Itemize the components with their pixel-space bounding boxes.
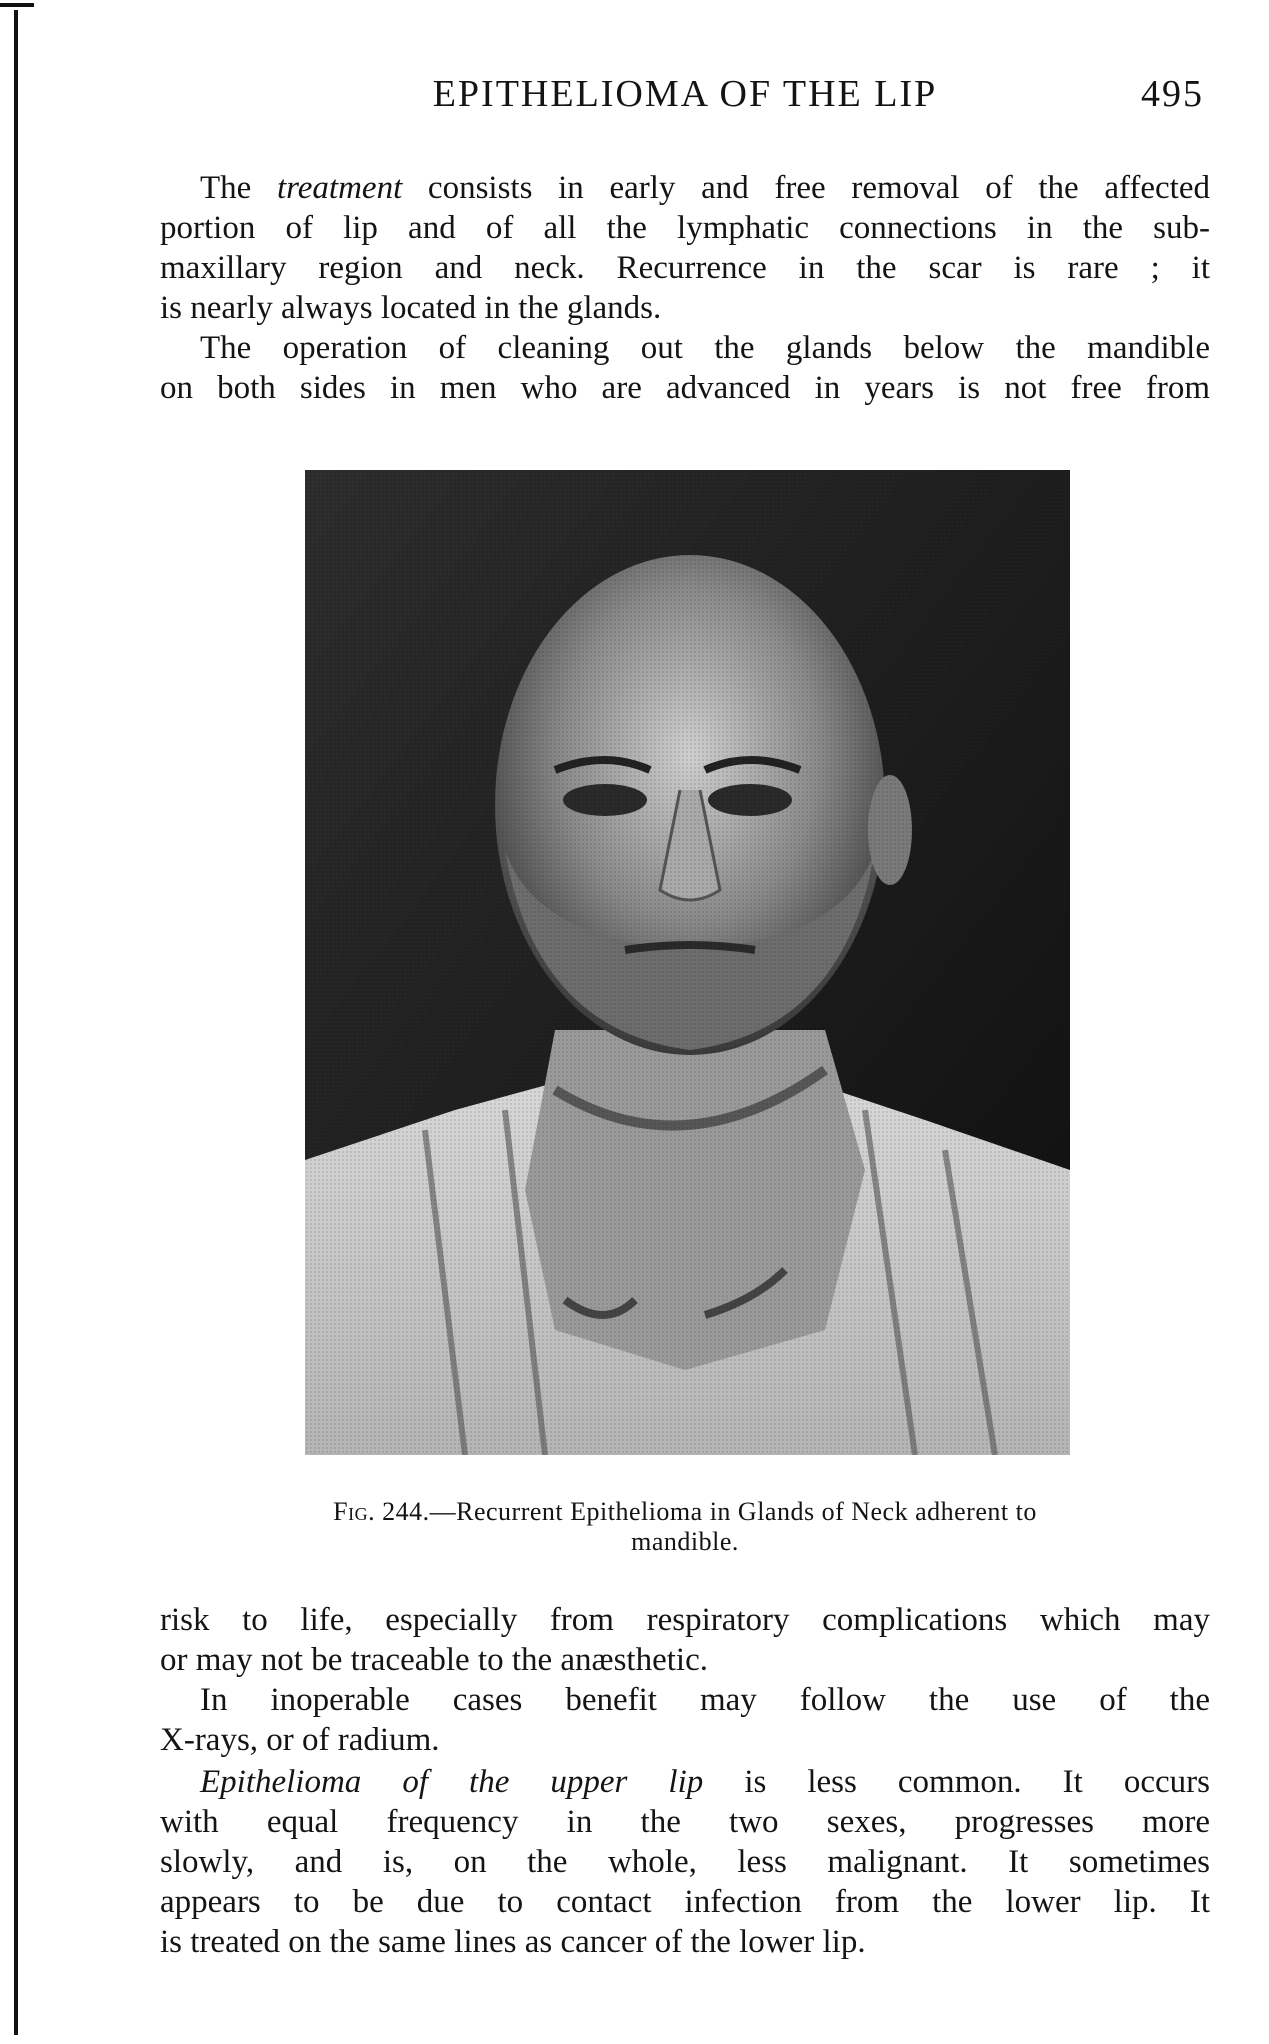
paragraph-inoperable-end <box>160 1720 1210 1760</box>
paragraph-upper-lip <box>160 1762 1210 1922</box>
para4-line2: X-rays, or of radium. <box>160 1722 440 1758</box>
treatment-emphasis: treatment <box>277 170 403 206</box>
caption-line2: mandible. <box>631 1527 739 1556</box>
para5-line1: is less common. It occurs <box>703 1764 1211 1800</box>
patient-portrait <box>305 470 1070 1455</box>
running-head: EPITHELIOMA OF THE LIP <box>432 73 938 115</box>
paragraph-treatment <box>160 168 1210 288</box>
para5-line3: slowly, and is, on the whole, less malignant. It sometimes <box>160 1844 1210 1880</box>
paragraph-risk <box>160 1600 1210 1640</box>
para2-line2: on both sides in men who are advanced in years is not free from <box>160 370 1210 406</box>
upper-lip-emphasis: Epithelioma of the upper lip <box>200 1764 704 1800</box>
paragraph-upper-lip-end <box>160 1922 1210 1962</box>
paragraph-treatment-end <box>160 288 1210 328</box>
para1-line4: is nearly always located in the glands. <box>160 290 662 326</box>
para2-line1: The operation of cleaning out the glands below the mandible <box>200 330 1210 366</box>
binding-edge <box>14 10 18 2035</box>
binding-edge-cap <box>0 0 34 14</box>
para1-line3: maxillary region and neck. Recurrence in the scar is rare ; it <box>160 250 1210 286</box>
para4-line1: In inoperable cases benefit may follow the use of the <box>200 1682 1210 1718</box>
para5-line4: appears to be due to contact infection from the lower lip. It <box>160 1884 1210 1920</box>
paragraph-inoperable <box>160 1680 1210 1720</box>
figure-caption <box>160 1497 1210 1557</box>
para3-line1: risk to life, especially from respiratory complications which may <box>160 1602 1210 1638</box>
paragraph-risk-end <box>160 1640 1210 1680</box>
caption-text: —Recurrent Epithelioma in Glands of Neck adherent to <box>429 1497 1037 1526</box>
para3-line2: or may not be traceable to the anæsthetic. <box>160 1642 708 1678</box>
para1-line1: consists in early and free removal of the affected <box>402 170 1210 206</box>
page-header <box>160 72 1210 122</box>
para1-prefix: The <box>200 170 277 206</box>
para5-line5: is treated on the same lines as cancer of the lower lip. <box>160 1924 866 1960</box>
para1-line2: portion of lip and of all the lymphatic connections in the sub- <box>160 210 1210 246</box>
figure-label: Fig. 244. <box>333 1497 430 1526</box>
paragraph-operation <box>160 328 1210 408</box>
para5-line2: with equal frequency in the two sexes, progresses more <box>160 1804 1210 1840</box>
page-number: 495 <box>1141 73 1204 115</box>
caption-line1 <box>160 1497 1210 1527</box>
figure-photograph <box>305 470 1070 1455</box>
